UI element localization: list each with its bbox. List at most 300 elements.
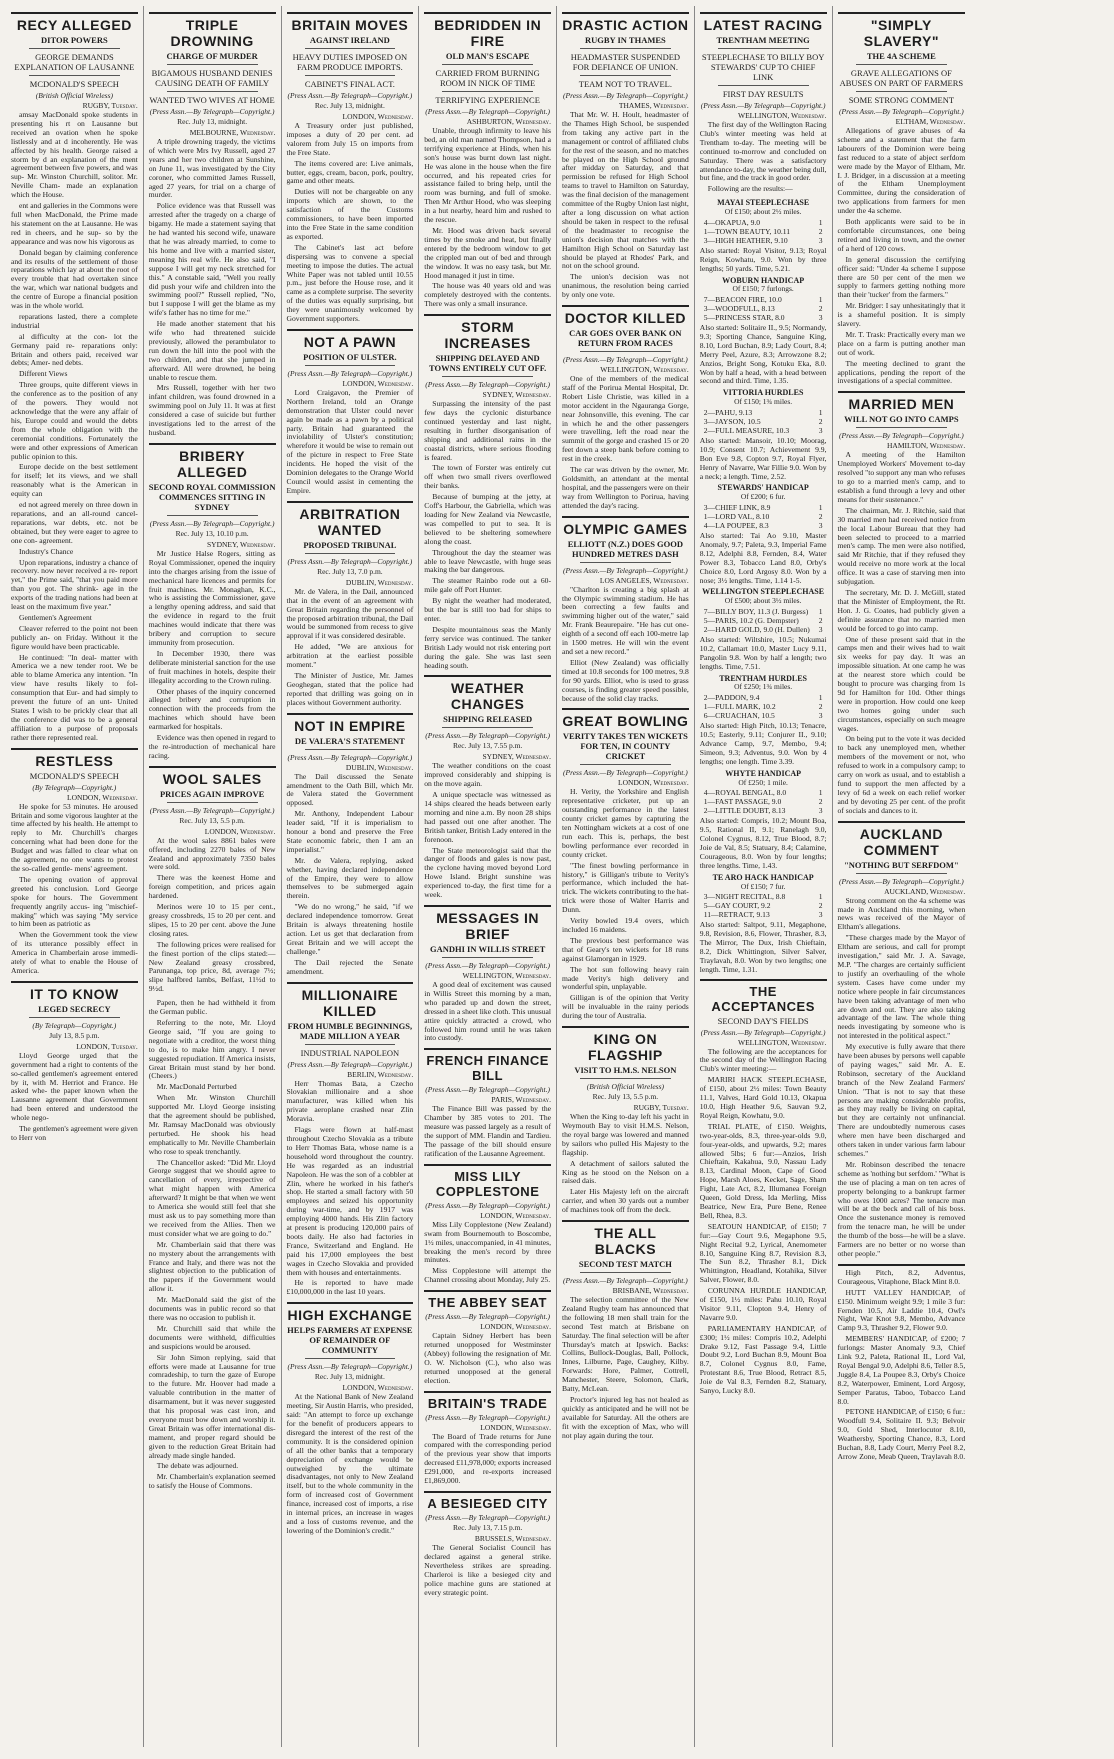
article xyxy=(424,12,551,309)
article-source: (Press Assn.—By Telegraph—Copyright.) xyxy=(287,91,413,100)
article-subhead: PRICES AGAIN IMPROVE xyxy=(159,788,265,799)
article-paragraph: He is reported to have made £10,000,000 in the last 10 years. xyxy=(286,1278,414,1297)
acceptances-paragraph: The following are the acceptances for the second day of the Wellington Racing Club's winter meeting:— xyxy=(699,1046,827,1074)
article-headline: MARRIED MEN xyxy=(848,396,955,413)
article xyxy=(11,981,138,1143)
article-dateline: LONDON, Wednesday. xyxy=(67,792,138,802)
article-dateline: LONDON, Wednesday. xyxy=(342,378,414,388)
article-source: (By Telegraph—Copyright.) xyxy=(32,1020,117,1030)
article-dateline: WELLINGTON, Wednesday. xyxy=(600,365,689,375)
article-paragraph: The car was driven by the owner, Mr. Goldsmith, an attendant at the mental hospital, and the passengers were on their way from Wellington to Porirua, having attended the day's racing. xyxy=(562,465,689,510)
article-dateline: RUGBY, Tuesday. xyxy=(633,1103,689,1113)
race-name: WOBURN HANDICAP xyxy=(722,275,805,285)
race-results xyxy=(700,199,827,974)
race-placing xyxy=(700,237,827,246)
subhead-rule xyxy=(442,376,533,377)
headline-rule xyxy=(11,748,138,750)
article-dateline: SYDNEY, Wednesday. xyxy=(482,752,551,762)
article-paragraph: The house was 40 years old and was completely destroyed with the contents. There was only a small insurance. xyxy=(424,281,551,309)
article xyxy=(562,708,689,1021)
race-placing xyxy=(700,807,827,816)
article-kicker: TEAM NOT TO TRAVEL. xyxy=(578,79,672,89)
article-paragraph: Throughout the day the steamer was able to leave Newcastle, with huge seas making the bar dangerous. xyxy=(424,547,551,575)
article-subhead: FROM HUMBLE BEGINNINGS, MADE MILLION A YEAR xyxy=(287,1020,413,1041)
article-source: (British Official Wireless) xyxy=(586,1082,664,1092)
article-paragraph: The town of Forster was entirely cut off when two small rivers overflowed their banks. xyxy=(424,463,551,491)
article-paragraph: Referring to the note, Mr. Lloyd George said, "If you are going to negotiate with a creditor, the worst thing to do, is to make him angry. I never suggested repudiation. If America insists, Great Britain must stand by her bond. (Cheers.) xyxy=(148,1017,276,1081)
article-kicker: MCDONALD'S SPEECH xyxy=(29,770,119,781)
column-3 xyxy=(282,6,420,1747)
racing-continued: MEMBERS' HANDICAP, of £200; 7 furlongs: Master Anomaly 9.3, Chief Link 9.2, Paleta, Rational II., Lord Val, Royal Bengal 9.0, Adelphi 8.6, Teller 8.5, Juggle 8.4, La Poupee 8.3, Orby's Choice 8.2, Waterpower, Eminent, Lord Argosy, Semper Paratus, Taboo, Tobacco Land 8.0. xyxy=(837,1334,966,1406)
article-kicker: TERRIFYING EXPERIENCE xyxy=(435,95,540,105)
article-paragraph: Duties will not be chargeable on any imports which are shown, to the satisfaction of the Customs commissioners, to have been imported into the Free State in the same condition as exported. xyxy=(286,187,414,241)
article-paragraph: That Mr. W. H. Hoult, headmaster of the Thames High School, be suspended from taking any active part in the management or control of affiliated clubs for the rest of the season, and no matches be played on the High School ground after midday on Saturday, and that permission be refused for High School teams to travel to Hamilton on Saturday, was the final decision of the management committee of the Rugby Union last night, after a long discussion on what action should be taken in respect to the refusal of the headmaster to recognise the union's decision that matches with the Hamilton High School on Saturday last should be played at Rhodes' Park, and not on the school ground. xyxy=(562,110,689,271)
article-dateline: LONDON, Wednesday. xyxy=(204,826,276,836)
article-headline: BRITAIN MOVES xyxy=(291,17,409,33)
article-dateline: DUBLIN, Wednesday. xyxy=(345,762,414,772)
article-paragraph: The items covered are: Live animals, butter, eggs, cream, bacon, pork, poultry, game and other meats. xyxy=(286,158,414,186)
article-paragraph: Surpassing the intensity of the past few days the cyclonic disturbance continued yesterday and last night, resulting in further disorganisation of shipping and additional rains in the coastal districts, where serious flooding is feared. xyxy=(424,399,551,462)
article-paragraph: Police evidence was that Russell was arrested after the tragedy on a charge of bigamy. He made a statement saying that he had wanted his second wife, unaware that he was already married, to come to his home and live with a married sister, meaning his real wife. He also said, "I suppose I will get my neck stretched for this." A constable said, "Well you really did push your wife and children into the swimming pool?" Russell replied, "No, but I suppose I will get the blame as my wife's father has no time for me." xyxy=(148,201,276,318)
subhead-rule xyxy=(580,764,671,765)
column-2 xyxy=(144,6,282,1747)
article-subhead: PROPOSED TRIBUNAL xyxy=(303,539,397,550)
article xyxy=(424,1391,551,1486)
article-headline: IT TO KNOW xyxy=(30,985,119,1002)
article-paragraph: When the Government took the view of its utterance possibly effect in America in Chamberlain arose immedi- ately of what to enable the House of America. xyxy=(11,930,138,975)
article-paragraph: The following prices were realised for the finest portion of the clips stated:—New Zealand greasy crossbred, Parunanga, top price, 8d, average 7½; slipe halfbred lambs, Belfast, 11½d to 9½d. xyxy=(148,939,276,994)
article-subhead: "NOTHING BUT SERFDOM" xyxy=(844,859,959,870)
race-placing xyxy=(700,522,827,531)
article-headline: KING ON FLAGSHIP xyxy=(587,1031,663,1064)
article-subhead: BIGAMOUS HUSBAND DENIES CAUSING DEATH OF FAMILY xyxy=(151,68,273,88)
article-source: (By Telegraph—Copyright.) xyxy=(32,782,117,792)
race-notes: Also started: Compris, 10.2; Mount Boa, 9.5, Rational II, 9.1; Ranelagh 9.0, Colonel Cygnus, 8.12, True Blood, 8.7; Joie de Val, 8.5; Statuary, 8.4; Calamine, Courageous, 8.0. Won by four lengths; three lengths. Time, 1.43. xyxy=(699,816,827,870)
article-headline: MESSAGES IN BRIEF xyxy=(436,910,539,942)
article-dateline: BRISBANE, Wednesday. xyxy=(612,1286,689,1296)
article xyxy=(838,821,966,1259)
article xyxy=(424,905,551,1043)
article-source: (Press Assn.—By Telegraph—Copyright.) xyxy=(839,431,964,441)
article-dateline: LONDON, Wednesday. xyxy=(342,1383,414,1393)
racing-continued: HUTT VALLEY HANDICAP, of £150. Minimum weight 9.9; 1 mile 3 fur: Fernden 10.5, Air Laddie 10.4, Owl's Night, War Knot 9.8, Membo, Advance Camp 9.3, Thrasher 9.2, Flower 9.0. xyxy=(837,1287,966,1333)
article-paragraph: al difficulty at the con- lot the Germany paid re- reparations only: Britain and others paid, received war debts; Amer- ned debts. xyxy=(11,331,138,368)
racing-continued: High Pitch, 8.2, Adventus, Courageous, Vitaphone, Black Mint 8.0. xyxy=(837,1267,966,1286)
article-subhead: THE 4A SCHEME xyxy=(866,51,936,61)
article xyxy=(287,12,414,324)
article-paragraph: The Cabinet's last act before dispersing was to convene a special meeting to impose the duties. The actual White Paper was not tabled until 10.55 p.m., just before the House rose, and it came as a complete surprise. The severity of the duties was equally surprising, but they were unanimously welcomed by Government supporters. xyxy=(286,242,414,324)
article-paragraph: Mr Justice Halse Rogers, sitting as Royal Commissioner, opened the inquiry into the charges arising from the issue of mechanical hare licences and permits for fruit machines. Mr. Monaghan, K.C., who is assisting the Commissioner, gave a lengthy opening address, and said that the evidence in regard to the fruit machines would indicate that there was bribery and corruption to secure immunity from prosecution. xyxy=(148,548,276,647)
subhead-rule xyxy=(718,85,809,86)
horse-entry: 3—CHIEF LINK, 8.9 xyxy=(703,503,771,513)
article-paragraph: At the National Bank of New Zealand meeting, Sir Austin Harris, who presided, said: "An attempt to force up exchange for the benefit of producers appears to disregard the interest of the rest of the community. It is the considered opinion of all the other banks that a temporary depreciation of exchange would be outweighed by the ultimate disadvantages, not only to New Zealand itself, but to the whole community in the form of increased cost of Government finance, increased cost of imports, a rise in internal prices, an increase in wages and a loss of customs revenue, and the lowering of the Dominion's credit." xyxy=(286,1392,414,1535)
article xyxy=(562,516,689,704)
section-rule xyxy=(838,1264,966,1266)
article-subhead: HEAVY DUTIES IMPOSED ON FARM PRODUCE IMPORTS. xyxy=(292,52,408,72)
article-paragraph: reparations lasted, there a complete industrial xyxy=(11,311,138,330)
headline-rule xyxy=(149,12,276,14)
headline-rule xyxy=(424,675,551,677)
article-dateline: ELTHAM, Wednesday. xyxy=(895,117,966,126)
article-paragraph: Proctor's injured leg has not healed as quickly as anticipated and he will not be available for Saturday. All the others are fit with the exception of Max, who will not play again during the tour. xyxy=(562,1395,689,1440)
article-headline: AUCKLAND COMMENT xyxy=(859,825,944,858)
acceptances-headline: THE ACCEPTANCES xyxy=(711,983,815,1014)
article-headline: MISS LILY COPPLESTONE xyxy=(435,1168,540,1199)
headline-rule xyxy=(149,443,276,445)
article xyxy=(424,675,551,900)
column-4 xyxy=(419,6,557,1747)
article xyxy=(424,1164,551,1285)
race-name: MAYAI STEEPLECHASE xyxy=(717,198,810,208)
article-paragraph: In December 1930, there was deliberate ministerial sanction for the use of fruit machines in hotels, despite their illegality according to the Crown ruling. xyxy=(148,648,276,685)
article-date: Rec. July 13, midnight. xyxy=(314,101,385,110)
headline-rule xyxy=(838,12,966,14)
article-dateline: WELLINGTON, Wednesday. xyxy=(738,111,827,120)
article-paragraph: The previous best performance was that of Geary's ten wickets for 18 runs against Glamorgan in 1929. xyxy=(562,935,689,963)
subhead-rule xyxy=(305,48,396,49)
headline-rule xyxy=(562,708,689,710)
article-paragraph: The Dail discussed the Senate amendment to the Oath Bill, which Mr. de Valera stated the Government opposed. xyxy=(286,771,414,808)
article-paragraph: He made another statement that his wife who had threatened suicide previously, allowed the perambulator to run down the hill into the pool with the two children, and that she jumped in afterward. All were drowned, he being unable to rescue them. xyxy=(148,319,276,382)
race-name: WELLINGTON STEEPLECHASE xyxy=(702,587,825,597)
article-headline: WOOL SALES xyxy=(162,770,262,787)
article-paragraph: The Finance Bill was passed by the Chamber by 385 votes to 201. The measure was passed largely as a result of the support of MM. Flandin and Tardieu. The passage of the bill should ensure ratification of the Lausanne Agreement. xyxy=(424,1104,551,1158)
article-paragraph: The meeting declined to grant the applications, pending the report of the investigations of a special committee. xyxy=(837,358,966,386)
article-headline: ARBITRATION WANTED xyxy=(299,505,401,538)
article-kicker: SOME STRONG COMMENT xyxy=(848,95,955,105)
article-dateline: LONDON, Wednesday. xyxy=(342,112,414,121)
article xyxy=(287,329,414,496)
horse-entry: 5—GAY COURT, 9.2 xyxy=(703,901,771,911)
article xyxy=(424,1048,551,1158)
article-source: (Press Assn.—By Telegraph—Copyright.) xyxy=(563,565,688,575)
article-paragraph: A Treasury order just published, imposes a duty of 20 per cent. ad valorem from July 15 on imports from the Free State. xyxy=(286,121,414,157)
article-dateline: LOS ANGELES, Wednesday. xyxy=(599,575,689,585)
article-paragraph: A unique spectacle was witnessed as 14 ships cleared the heads between early morning and nine a.m. By noon 28 ships had passed out one after another. The British tanker, British Lady entered in the forenoon. xyxy=(424,790,551,844)
headline-rule xyxy=(562,1026,689,1028)
race-notes: Also started: Royal Visitor, 9.13; Royal Reign, Kowhatu, 9.0. Won by three lengths; 50 yards. Time, 5.21. xyxy=(699,245,827,273)
race-placing xyxy=(700,712,827,721)
horse-entry: 5—PARIS, 10.2 (G. Dempster) xyxy=(703,616,799,626)
horse-entry: 3—NIGHT RECITAL, 8.8 xyxy=(703,892,786,902)
article xyxy=(424,1290,551,1385)
article-paragraph: Merinos were 10 to 15 per cent., greasy crossbreds, 15 to 20 per cent. and slipes, 15 to 20 per cent. above the June closing rates. xyxy=(148,902,276,938)
race-name: VITTORIA HURDLES xyxy=(722,388,804,398)
placing-number: 3 xyxy=(818,806,823,816)
article-subhead: GEORGE DEMANDS EXPLANATION OF LAUSANNE xyxy=(14,52,135,72)
horse-entry: 1—FAST PASSAGE, 9.0 xyxy=(703,797,782,807)
article xyxy=(562,12,689,300)
article-dateline: MELBOURNE, Wednesday. xyxy=(189,128,276,137)
article-source: (Press Assn.—By Telegraph—Copyright.) xyxy=(425,1312,550,1322)
subhead-rule xyxy=(305,1358,396,1359)
subhead-rule xyxy=(442,727,533,728)
headline-rule xyxy=(424,1491,551,1493)
article-subhead: CHARGE OF MURDER xyxy=(166,51,258,61)
subhead-rule xyxy=(305,365,396,366)
article-paragraph: Europe decide on the best settlement for itself; let its views, and we shall reasonably what is the American in equity can xyxy=(11,462,138,499)
article-subhead: POSITION OF ULSTER. xyxy=(303,351,397,362)
race-placing xyxy=(700,314,827,323)
article-headline: BRITAIN'S TRADE xyxy=(427,1395,548,1411)
article-paragraph: He added, "We are anxious for arbitration at the earliest possible moment." xyxy=(286,642,414,670)
article xyxy=(287,713,414,977)
article-paragraph: ent and galleries in the Commons were full when MacDonald, the Prime made his statement on the at Lausanne. He was red in cheers, and he sup- so by the appearance and was now his vigorous as xyxy=(11,201,138,246)
article-paragraph: Unable, through infirmity to leave his bed, an old man named Thompson, had a terrifying experience at Hinds, when his son's house was burnt down last night. He was alone in the house when the fire occurred, and his repeated cries for assistance failed to bring help, until the room was burning, and full of smoke. Then Mr Arthur Hood, who was sleeping in a hut nearby, heard him and rushed to the rescue. xyxy=(424,126,551,225)
placing-number: 1 xyxy=(818,295,823,305)
headline-rule xyxy=(838,821,966,823)
article-paragraph: The Dail rejected the Senate amendment. xyxy=(286,957,414,976)
headline-rule xyxy=(11,981,138,983)
placing-number: 3 xyxy=(818,625,823,635)
article-headline: BRIBERY ALLEGED xyxy=(176,447,248,480)
placing-number: 2 xyxy=(818,304,823,314)
article-dateline: DUBLIN, Wednesday. xyxy=(345,577,414,587)
article-date: Rec. July 13, midnight. xyxy=(314,1372,385,1382)
headline-rule xyxy=(287,12,414,14)
horse-entry: 1—FULL MARK, 10.2 xyxy=(703,702,776,712)
article xyxy=(562,1026,689,1215)
headline-rule xyxy=(424,1164,551,1166)
subhead-rule xyxy=(29,1017,120,1018)
article-subhead: SHIPPING DELAYED AND TOWNS ENTIRELY CUT OFF. xyxy=(428,353,547,374)
article-source: (Press Assn.—By Telegraph—Copyright.) xyxy=(563,355,688,365)
headline-rule xyxy=(424,1391,551,1393)
article-paragraph: Mr. Chamberlain's explanation seemed to satisfy the House of Commons. xyxy=(148,1472,276,1491)
article-subhead: LEGED SECRECY xyxy=(38,1003,111,1014)
article-subhead: RUGBY IN THAMES xyxy=(584,35,666,45)
article-paragraph: One of the members of the medical staff of the Porirua Mental Hospital, Dr. Robert Lisle Christie, was killed in a motor accident in the Ngauranga Gorge, near Johnsonville, this evening. The car in which he and the other passengers were travelling, left the road near the summit of the gorge and crashed 15 or 20 feet down a steep bank before coming to rest in the creek. xyxy=(562,374,689,464)
article-paragraph: Three groups, quite different views in the conference as to the position of any of the powers. They would not acknowledge that the were any affair of his, Europe could and would the debts from the whole obligation with the ceremonial conditions. Fortunately the were and other expressions of American public opinion to this. xyxy=(11,380,138,461)
placing-number: 3 xyxy=(818,711,823,721)
article-paragraph: The hot sun following heavy rain made Verity's high delivery and wonderful spin, unplayable. xyxy=(562,964,689,992)
article-source: (Press Assn.—By Telegraph—Copyright.) xyxy=(839,876,964,886)
article-date: July 13, 8.5 p.m. xyxy=(49,1030,100,1040)
article-paragraph: Mr. Anthony, Independent Labour leader said, "If it is imperialism to honour a bond and preserve the Free State economic fabric, then I am an imperialist." xyxy=(286,809,414,854)
article xyxy=(149,12,276,438)
race-name: TE ARO HACK HANDICAP xyxy=(712,872,814,882)
article-subhead: HEADMASTER SUSPENDED FOR DEFIANCE OF UNION. xyxy=(570,52,681,72)
subhead-rule xyxy=(580,1272,671,1273)
article-date: Rec. July 13, 10.10 p.m. xyxy=(175,528,249,538)
article-paragraph: Mr. Bridger: I say unhesitatingly that it is a shameful position. It is simply slavery. xyxy=(837,301,966,329)
placing-number: 1 xyxy=(818,892,823,902)
article-paragraph: Miss Lily Copplestone (New Zealand) swam from Bournemouth to Boscombe, 1½ miles, unaccompanied, in 41 minutes, breaking the men's record by three minutes. xyxy=(424,1219,551,1265)
article-paragraph: Upon reparations, industry a chance of recovery. now never received a re- report yet," the Prime said, "that you paid more than you got. The shrink- age in the exports of the trading nations had been at least on the maximum five year." xyxy=(11,557,138,612)
article-source: (Press Assn.—By Telegraph—Copyright.) xyxy=(839,107,964,116)
article-paragraph: Mr. Hood was driven back several times by the smoke and heat, but finally entered by the bedroom window to get the crippled man out of bed and through the window. It was no easy task, but Mr. Hood managed it just in time. xyxy=(424,225,551,280)
article-paragraph: Flags were flown at half-mast throughout Czecho Slovakia as a tribute to Herr Thomas Bata, whose name is a household word throughout the country. He was regarded as an industrial Napoleon. He was the son of a cobbler at Zlin, where he worked in his father's shop. He started a small factory with 50 employees and seized his opportunity during war-time, and by 1917 was employing 4000 hands. His Zlin factory at present is producing 120,000 pairs of boots daily. He also had factories in France, Switzerland and England. He paid his 17,000 employees the best wages in Czecho Slovakia and provided them with houses and entertainments. xyxy=(286,1125,414,1277)
article-source: (Press Assn.—By Telegraph—Copyright.) xyxy=(563,1276,688,1286)
article-paragraph: Following are the results:— xyxy=(707,184,793,194)
placing-number: 1 xyxy=(818,408,823,418)
horse-entry: 3—WOODFULL, 8.13 xyxy=(703,304,775,314)
article-dateline: WELLINGTON, Wednesday. xyxy=(462,971,551,980)
article-headline: FRENCH FINANCE BILL xyxy=(426,1053,549,1084)
horse-entry: 3—JAYSON, 10.5 xyxy=(703,417,761,427)
subhead-rule xyxy=(305,749,396,750)
article-paragraph: The Minister of Justice, Mr. James Geoghegan, stated that the police had reported that drilling was going on in places without Government authority. xyxy=(286,670,414,707)
article-paragraph: The weather conditions on the coast improved considerably and shipping is on the move again. xyxy=(424,761,551,789)
headline-rule xyxy=(287,329,414,331)
article-headline: BEDRIDDEN IN FIRE xyxy=(434,17,542,49)
horse-entry: 2—LITTLE DOUBT, 8.13 xyxy=(703,806,786,816)
article-dateline: LONDON, Wednesday. xyxy=(480,1322,551,1332)
race-name: TRENTHAM HURDLES xyxy=(719,673,808,683)
article-paragraph: A meeting of the Hamilton Unemployed Workers' Movement to-day resolved "to support any man who refuses to go to a married men's camp, and to establish a fund through a levy and other means for their sustenance." xyxy=(837,450,966,504)
article-source: (Press Assn.—By Telegraph—Copyright.) xyxy=(149,805,275,815)
article-dateline: BERLIN, Wednesday. xyxy=(347,1069,414,1079)
article-paragraph: Mr. de Valera, in the Dail, announced that in the event of an agreement with Great Britain regarding the personnel of the proposed arbitration tribunal, the Dail would be summoned from recess to give approval if it was considered desirable. xyxy=(286,586,414,641)
article-headline: MILLIONAIRE KILLED xyxy=(301,986,399,1019)
article xyxy=(149,766,276,994)
article xyxy=(11,748,138,976)
article-paragraph: Different Views xyxy=(19,369,68,379)
article-subhead: AGAINST IRELAND xyxy=(309,35,390,45)
article-paragraph: Later His Majesty left on the aircraft carrier, and when 30 yards out a number of machines took off from the deck. xyxy=(562,1187,689,1215)
column-5 xyxy=(557,6,695,1747)
article-dateline: SYDNEY, Wednesday. xyxy=(482,390,551,400)
article-dateline: ASHBURTON, Wednesday. xyxy=(466,117,551,126)
article-paragraph: Mr. T. Trask: Practically every man we place on a farm is putting another man out of work. xyxy=(837,329,966,357)
horse-entry: 7—BEACON FIRE, 10.0 xyxy=(703,295,782,305)
racing-continued: PETONE HANDICAP, of £150; 6 fur.: Woodfull 9.4, Solitaire II. 9.3; Belvoir 9.0, Gold Shed, Interlocutor 8.10, Weathersby, Sporting Chance, 8.3, Lord Buchan, 8.8, Lady Court, Merry Peel 8.2, Arrow Zone, Meab Queen, Traylavah 8.0. xyxy=(837,1407,966,1461)
article-paragraph: "Charlton is creating a big splash at the Olympic swimming stadium. He has been correcting a few faults and swimming higher out of the water," said Mr. Frank Beaurepaire. "He has cut one-eighth of a second off each 100-metre lap in 1500 metres. He will win the event and set a new record." xyxy=(562,584,689,656)
article-paragraph: At the wool sales 8861 bales were offered, including 2270 bales of New Zealand and approximately 7350 bales were sold. xyxy=(148,835,276,872)
subhead-rule xyxy=(856,64,948,65)
subhead-rule xyxy=(167,802,258,803)
acceptances-paragraph: CORUNNA HURDLE HANDICAP, of £150, 1½ miles: Pahu 10.10, Royal Visitor 9.11, Clopton 9.4, Henry of Navarre 9.0. xyxy=(699,1286,827,1322)
column-7 xyxy=(833,6,971,1747)
race-placing xyxy=(700,911,827,920)
article-paragraph: Lloyd George urged that the government had a right to contents of the so-called gentlemen's agreement entered by it, with M. Herriot and France. He asked whe- the paper known when the Lausanne agreement that Government had been entered and understood the whole nego- xyxy=(11,1050,138,1123)
article-paragraph: Mr. Churchill said that while the documents were withheld, difficulties and suspicions would be aroused. xyxy=(148,1323,276,1351)
horse-entry: 2—PAHU, 9.13 xyxy=(703,408,753,418)
article-paragraph: Despite mountainous seas the Manly ferry service was continued. The tanker British Lady would not risk entering port during the gale. She was last seen heading south. xyxy=(424,624,551,670)
placing-number: 3 xyxy=(818,426,823,435)
article-subhead: SECOND ROYAL COMMISSION COMMENCES SITTING IN SYDNEY xyxy=(148,481,276,512)
placing-number: 2 xyxy=(818,901,823,911)
article-dateline: SYDNEY, Wednesday. xyxy=(206,539,276,549)
article-headline: LATEST RACING xyxy=(703,17,823,33)
race-distance: Of £500; about 3½ miles. xyxy=(724,596,802,606)
article-paragraph: Herr Thomas Bata, a Czecho Slovakian millionaire and a shoe manufacturer, was killed when his private aeroplane crashed near Zlin Moravia. xyxy=(286,1078,414,1124)
placing-number: 2 xyxy=(818,797,823,807)
race-notes: Also started: Tai Ao 9.10, Master Anomaly, 9.7; Paleta, 9.3, Imperial Fame 8.12, Adelphi 8.8, Fernden, 8.4, Water Power 8.3, Tobacco Land 8.0, Orby's Choice 8.0, Lord Argosy 8.0. Won by a nose; 3½ lengths. Time, 1.14 1-5. xyxy=(699,530,827,585)
race-notes: Also started: Mansoir, 10.10; Moorag, 10.9; Consent 10.7; Achievement 9.9, Bon Eve 9.8, Copton 9.7, Royal Flyer, Henry of Navarre, War Fillie 9.0. Won by a neck; a length. Time, 2.52. xyxy=(699,435,827,481)
article-subhead: VERITY TAKES TEN WICKETS FOR TEN, IN COUNTY CRICKET xyxy=(562,731,688,762)
article-paragraph: In general discussion the certifying officer said: "Under 4a scheme I suppose there are 50 per cent of the men we supply to farmers getting nothing more than their 'tucker' from the farmers." xyxy=(837,254,966,300)
race-name: WHYTE HANDICAP xyxy=(725,768,802,778)
article-dateline: THAMES, Wednesday. xyxy=(618,101,689,110)
horse-entry: 11—RETRACT, 9.13 xyxy=(703,910,770,920)
headline-rule xyxy=(287,713,414,715)
article-kicker: MCDONALD'S SPEECH xyxy=(29,79,119,89)
headline-rule xyxy=(424,905,551,907)
race-notes: Also started: Solitaire II., 9.5; Normandy, 9.3; Sporting Chance, Sanguine King, 8.10, Lord Buchan, 8.9; Lady Court, 8.4; Merry Peel, Azure, 8.3; Arrowzone 8.2; Anzios, Bright Song, Kotuku Eka, 8.0. Won by half a head, with a head between second and third. Time, 1.35. xyxy=(699,323,827,386)
article-source: (Press Assn.—By Telegraph—Copyright.) xyxy=(287,556,413,566)
article-subhead: CARRIED FROM BURNING ROOM IN NICK OF TIME xyxy=(435,68,540,88)
article-source: (Press Assn.—By Telegraph—Copyright.) xyxy=(287,752,413,762)
placing-number: 2 xyxy=(818,702,823,712)
article-paragraph: Verity bowled 19.4 overs, which included 16 maidens. xyxy=(562,916,689,934)
article-subhead: CAR GOES OVER BANK ON RETURN FROM RACES xyxy=(569,328,682,349)
article-paragraph: My executive is fully aware that there have been abuses by persons well capable of paying wages," said Mr. A. E. Robinson, secretary of the Auckland branch of the New Zealand Farmers' Union. "That is not to say that these persons are making considerable profits, as they may really be living on capital, but they are certainly not unfinancial. There are undoubtedly numerous cases where men have been discharged and others taken in under various farm labour schemes." xyxy=(837,1042,966,1158)
article-paragraph: ed not agreed merely on three down in reparations, and an all-round cancel- reparations, war debts, etc. not be obtained, but they were eager to agree to one con- agreement. xyxy=(11,500,138,545)
article-kicker: INDUSTRIAL NAPOLEON xyxy=(300,1047,400,1058)
article-paragraph: The Chancellor asked: "Did Mr. Lloyd George suggest that we should agree to cancellation of every, irrespective of what might happen with America afterward? It might be that when we went to America she would still feel that she must ask us to pay something more than we received from the Allies. Then we must consider what we are going to do." xyxy=(148,1157,276,1238)
subhead-rule xyxy=(167,91,258,92)
subhead-rule xyxy=(856,873,948,874)
article-paragraph: The General Socialist Council has declared against a general strike. Nevertheless strikes are spreading. Charleroi is like a besieged city and police machine guns are stationed at every strategic point. xyxy=(424,1543,551,1597)
article-paragraph: Mrs Russell, together with her two infant children, was found drowned in a swimming pool on July 11. It was at first considered a case of suicide but further investigations led to the arrest of the husband. xyxy=(148,383,276,437)
article-kicker: CABINET'S FINAL ACT. xyxy=(304,79,395,89)
subhead-rule xyxy=(167,515,258,516)
subhead-rule xyxy=(580,75,671,76)
subhead-rule xyxy=(305,1044,396,1045)
article-paragraph: Papen, then he had withheld it from the German public. xyxy=(148,998,276,1017)
headline-rule xyxy=(562,12,689,14)
article-kicker: WANTED TWO WIVES AT HOME xyxy=(149,95,275,105)
article xyxy=(11,12,138,743)
placing-number: 1 xyxy=(818,503,823,513)
article-source: (Press Assn.—By Telegraph—Copyright.) xyxy=(425,107,550,116)
race-placing xyxy=(700,626,827,635)
article-paragraph: Mr. Robinson described the tenacre scheme as 'nothing but serfdom.' "What is the use of placing a man on ten acres of property belonging to a bankrupt farmer who owes 1000 acres? The tenacre man will be at the beck and call of his boss. Once the sustenance money is removed from the tenacre man, he will be under the thumb of the boss—he will be a slave. Farmers are no better or no worse than other people." xyxy=(837,1159,966,1258)
article-paragraph: The gentlemen's agreement were given to Herr von xyxy=(11,1124,138,1142)
newspaper-page xyxy=(6,6,1108,1747)
article-paragraph: "These charges made by the Mayor of Eltham are serious, and call for prompt investigation," said Mr. J. A. Savage, M.P. "The charges are certainly sufficient to justify an overhauling of the whole system. Cases have come under my notice where people in fair circumstances have been taking advantage of men who are down and out. They are also taking advantage of the law. The whole thing needs investigating by someone who is not interested in the political aspect." xyxy=(837,933,966,1041)
headline-rule xyxy=(424,1048,551,1050)
placing-number: 3 xyxy=(818,910,823,920)
race-name: STEWARDS' HANDICAP xyxy=(717,483,809,493)
placing-number: 1 xyxy=(818,788,823,798)
subhead-rule xyxy=(442,957,533,958)
article-paragraph: Strong comment on the 4a scheme was made in Auckland this morning, when news was received of the Mayor of Eltham's allegations. xyxy=(837,895,966,932)
headline-rule xyxy=(562,1220,689,1222)
article-source: (Press Assn.—By Telegraph—Copyright.) xyxy=(287,1362,413,1372)
horse-entry: 2—HARD GOLD, 9.0 (H. Dullen) xyxy=(703,625,810,635)
headline-rule xyxy=(562,305,689,307)
article-paragraph: amsay MacDonald spoke students in presenting his rt on Lausanne but received an ovation when he spoke listlessly and at d incoherently. He was affected by his health. George raised a storm by d an explanation of the ment agreement between five powers, and was sup- Mr. Winston Churchill, solitor. Mr. Neville Cham- made an explanation which the House. xyxy=(11,110,138,200)
article xyxy=(424,1491,551,1597)
article-paragraph: Gilligan is of the opinion that Verity will be invaluable in the rainy periods during the tour of Australia. xyxy=(562,993,689,1021)
headline-rule xyxy=(287,1302,414,1304)
article-headline: DRASTIC ACTION xyxy=(562,17,689,33)
horse-entry: 7—BILLY BOY, 11.3 (J. Burgess) xyxy=(703,607,809,617)
horse-entry: 6—CRUACHAN, 10.5 xyxy=(703,711,775,721)
article xyxy=(700,12,827,194)
headline-rule xyxy=(424,1290,551,1292)
acceptances-source: (Press Assn.—By Telegraph—Copyright.) xyxy=(700,1027,826,1037)
horse-entry: 4—OKAPUA, 9.0 xyxy=(703,218,761,228)
article xyxy=(562,1220,689,1441)
race-notes: Also started: Wiltshire, 10.5; Nukumai 10.2, Callamart 10.0, Master Lucy 9.11, Pangolin 9.8. Won by half a length; two lengths. Time, 7.51. xyxy=(699,634,827,671)
article-subhead: SHIPPING RELEASED xyxy=(443,714,533,725)
acceptances-paragraph: TRIAL PLATE, of £150. Weights, two-year-olds, 8.3, three-year-olds 9.0, four-year-olds, and upwards, 9.2; mares allowed 5lbs; 6 fur:—Anzios, Irish Chieftain, Kakahua, 9.0, Nassau Lady 8.13, Cardinal Moon, Cape of Good Hope, Marsh Aloes, Kecket, Sage, Sham Fight, Late Act, 8.2, Illumanea Foreign Queen, Gold Dress, Ida Merling, Miss Beatrice, New Era, Pure Bene, Renee Bell, Rhea, 8.3. xyxy=(699,1121,827,1220)
race-distance: Of £150; 1¾ miles. xyxy=(734,397,793,407)
headline-rule xyxy=(838,391,966,393)
subhead-rule xyxy=(580,562,671,563)
horse-entry: 5—PRINCESS STAR, 8.0 xyxy=(703,313,785,323)
article-paragraph: The debate was adjourned. xyxy=(156,1461,239,1471)
article-dateline: LONDON, Wednesday. xyxy=(618,778,689,788)
headline-rule xyxy=(287,501,414,503)
article-headline: HIGH EXCHANGE xyxy=(287,1307,413,1324)
article-headline: THE ABBEY SEAT xyxy=(428,1295,547,1311)
horse-entry: 4—ROYAL BENGAL, 8.0 xyxy=(703,788,787,798)
headline-rule xyxy=(562,516,689,518)
